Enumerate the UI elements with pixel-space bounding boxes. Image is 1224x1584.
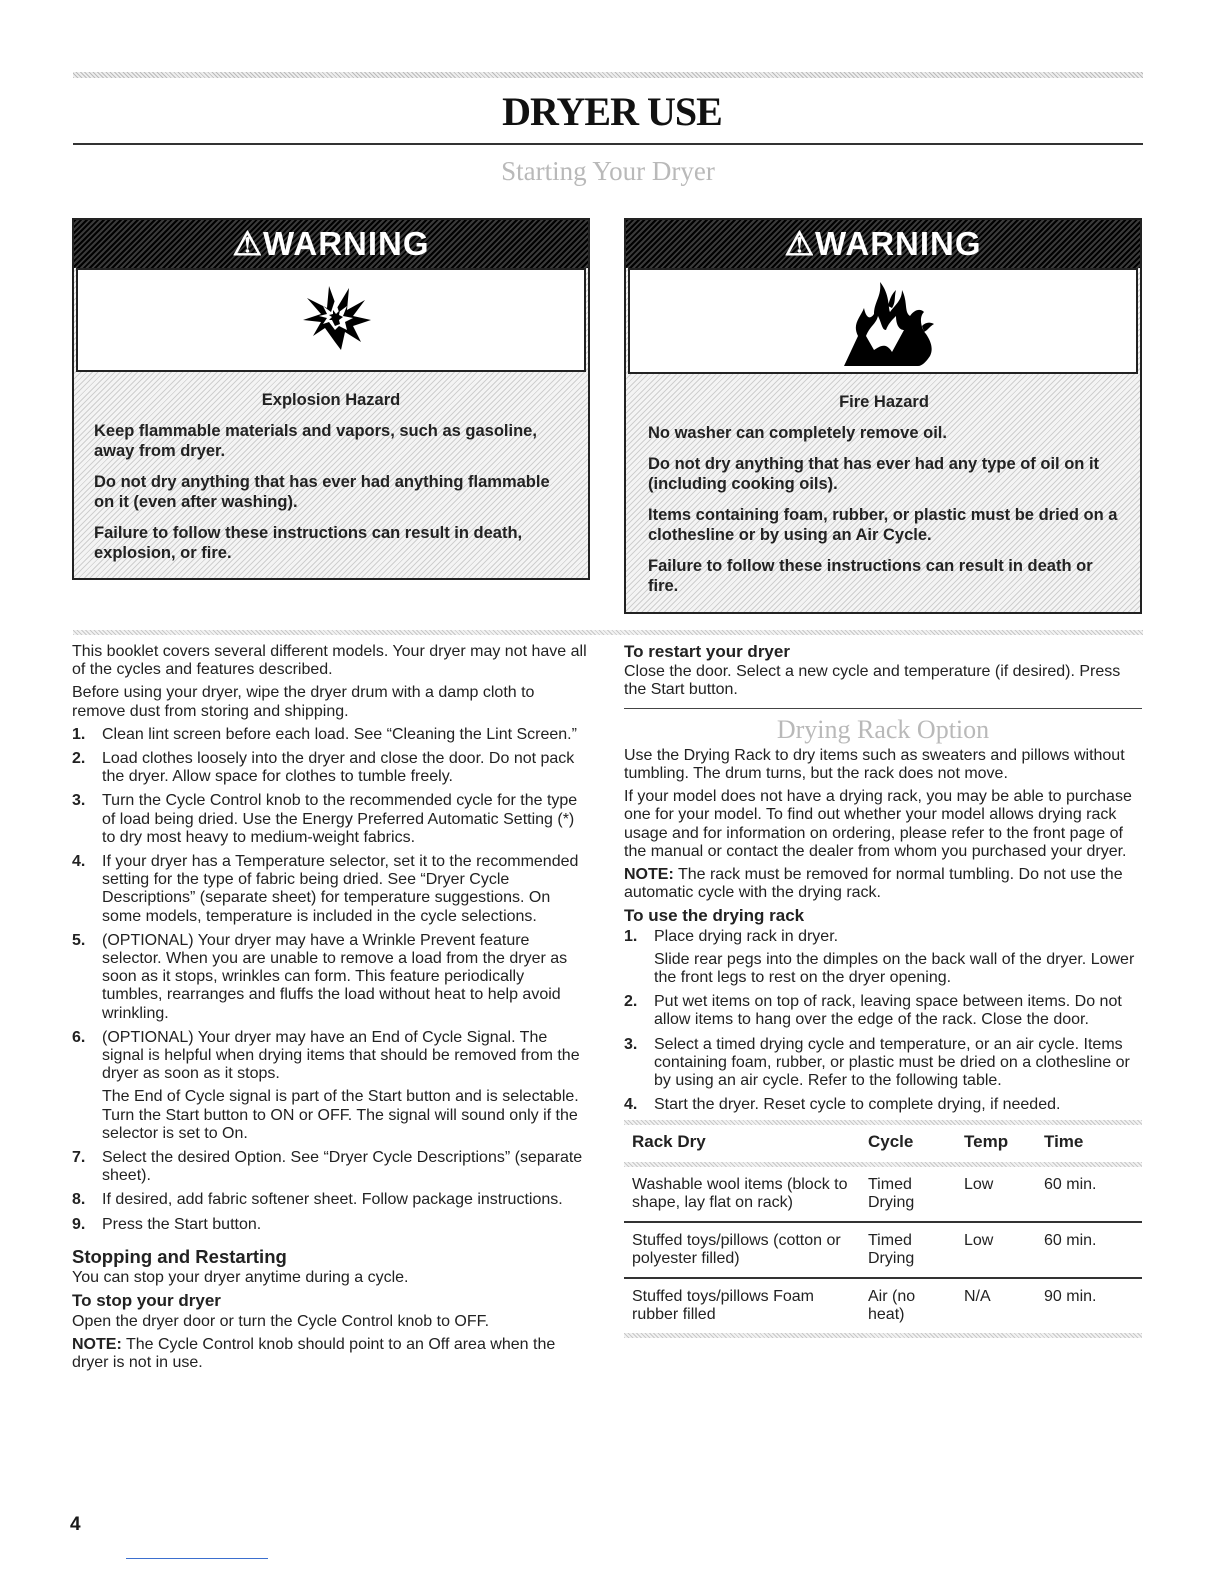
restart-rule (624, 708, 1142, 709)
warning-line: No washer can completely remove oil. (648, 424, 947, 442)
step-number: 2. (624, 993, 638, 1011)
step-number: 5. (72, 931, 86, 949)
table-cell: Low (956, 1222, 1036, 1278)
table-cell: Air (no heat) (868, 1287, 916, 1324)
intro-paragraph: Before using your dryer, wipe the dryer drum with a damp cloth to remove dust from storing and shipping. (72, 684, 535, 720)
explosion-warning-text (94, 390, 568, 574)
step-text: Clean lint screen before each load. See “Cleaning the Lint Screen.” (102, 725, 577, 743)
rack-steps-list (624, 928, 1142, 1115)
restart-text: Close the door. Select a new cycle and temperature (if desired). Press the Start button. (624, 663, 1121, 699)
table-cell: 60 min. (1036, 1222, 1142, 1278)
list-item (72, 1029, 588, 1143)
step-number: 3. (72, 792, 86, 810)
table-cell: Washable wool items (block to shape, lay flat on rack) (624, 1167, 860, 1222)
list-item (72, 750, 588, 786)
list-item (72, 932, 588, 1023)
stop-restart-text: You can stop your dryer anytime during a cycle. (72, 1269, 409, 1287)
step-number: 9. (72, 1215, 86, 1233)
table-bottom-rule (624, 1333, 1142, 1338)
right-column (624, 643, 1142, 1338)
table-cell: 90 min. (1044, 1287, 1097, 1305)
step-text: If desired, add fabric softener sheet. Follow package instructions. (102, 1191, 563, 1209)
warning-line: Failure to follow these instructions can result in death or fire. (648, 557, 1093, 595)
step-text: Select the desired Option. See “Dryer Cycle Descriptions” (separate sheet). (102, 1149, 583, 1185)
list-item (624, 1096, 1142, 1114)
step-number: 1. (624, 927, 638, 945)
table-header-row (624, 1125, 1142, 1162)
left-column (72, 643, 588, 1377)
note-label: NOTE: (624, 866, 674, 884)
section-divider (73, 630, 1143, 635)
step-number: 3. (624, 1035, 638, 1053)
step-number: 6. (72, 1028, 86, 1046)
fire-warning-box (624, 218, 1142, 614)
rack-paragraph: Use the Drying Rack to dry items such as sweaters and pillows without tumbling. The drum turns, but the rack does not move. (624, 746, 1125, 783)
step-number: 2. (72, 750, 86, 768)
list-item (72, 1149, 588, 1185)
list-item (72, 1191, 588, 1209)
footer-line (126, 1558, 268, 1559)
stop-note (72, 1336, 588, 1372)
step-text: Turn the Cycle Control knob to the recommended cycle for the type of load being dried. Use the Energy Preferred Automatic Setting (*) to dry most heavy to medium-weight fabrics. (102, 792, 578, 846)
list-item (72, 726, 588, 744)
warning-header: ⚠WARNING (74, 220, 588, 268)
explosion-icon (295, 280, 375, 360)
table-row (624, 1222, 1142, 1278)
column-header: Rack Dry (632, 1132, 706, 1152)
fire-warning-text (648, 392, 1120, 607)
warning-header: ⚠WARNING (626, 220, 1140, 268)
step-text: Start the dryer. Reset cycle to complete drying, if needed. (654, 1096, 1061, 1114)
hazard-title: Explosion Hazard (261, 391, 401, 409)
rack-dry-table (624, 1125, 1142, 1333)
fire-icon (830, 278, 940, 368)
column-header: Cycle (868, 1132, 914, 1152)
explosion-warning-box (72, 218, 590, 580)
step-text: Put wet items on top of rack, leaving space between items. Do not allow items to hang over the edge of the rack. Close the door. (654, 993, 1122, 1029)
table-row (624, 1167, 1142, 1222)
use-rack-heading: To use the drying rack (624, 906, 805, 926)
step-number: 4. (624, 1096, 638, 1114)
stop-restart-heading: Stopping and Restarting (72, 1245, 287, 1267)
starting-steps-list (72, 726, 588, 1234)
table-cell: Stuffed toys/pillows Foam rubber filled (632, 1287, 815, 1324)
list-item (72, 853, 588, 926)
table-cell: Stuffed toys/pillows (cotton or polyester filled) (624, 1222, 860, 1278)
step-text: Select a timed drying cycle and temperature, or an air cycle. Items containing foam, rubber, or plastic must be dried on a clothesline or by using an air cycle. Refer to the following table. (654, 1035, 1130, 1090)
step-text: Load clothes loosely into the dryer and close the door. Do not pack the dryer. Allow space for clothes to tumble freely. (102, 750, 575, 786)
table-cell: Timed Drying (860, 1167, 956, 1222)
list-item (72, 1216, 588, 1234)
top-hatch-rule (73, 72, 1143, 78)
note-text: The Cycle Control knob should point to an Off area when the dryer is not in use. (72, 1335, 556, 1371)
list-item (624, 1036, 1142, 1091)
stop-heading: To stop your dryer (72, 1291, 221, 1311)
warning-line: Failure to follow these instructions can result in death, explosion, or fire. (94, 524, 523, 562)
step-number: 4. (72, 853, 86, 871)
table-cell: N/A (964, 1287, 991, 1305)
warning-line: Do not dry anything that has ever had anything flammable on it (even after washing). (94, 473, 550, 511)
explosion-image-box (76, 268, 586, 372)
intro-paragraph: This booklet covers several different models. Your dryer may not have all of the cycles and features described. (72, 643, 587, 679)
step-text: If your dryer has a Temperature selector, set it to the recommended setting for the type of fabric being dried. See “Dryer Cycle Descriptions” (separate sheet) for temperature suggestions. On some models, temperature is included in the cycle selections. (102, 853, 579, 925)
hazard-title: Fire Hazard (839, 393, 929, 411)
table-cell: Low (956, 1167, 1036, 1222)
restart-heading: To restart your dryer (624, 642, 790, 661)
fire-image-box (628, 268, 1138, 374)
step-text: Place drying rack in dryer. (654, 927, 839, 945)
page-number: 4 (70, 1514, 81, 1535)
table-row (624, 1278, 1142, 1333)
warning-line: Keep flammable materials and vapors, such as gasoline, away from dryer. (94, 422, 537, 460)
step-number: 8. (72, 1191, 86, 1209)
warning-line: Do not dry anything that has ever had any type of oil on it (including cooking oils). (648, 455, 1100, 493)
step-subtext: Slide rear pegs into the dimples on the back wall of the dryer. Lower the front legs to rest on the dryer opening. (654, 950, 1135, 987)
rack-paragraph: If your model does not have a drying rack, you may be able to purchase one for your model. To find out whether your model allows drying rack usage and for information on ordering, please refer to the front page of the manual or contact the dealer from whom you purchased your dryer. (624, 788, 1132, 860)
step-text: (OPTIONAL) Your dryer may have an End of Cycle Signal. The signal is helpful when drying items that should be removed from the dryer as soon as it stops. (102, 1028, 580, 1083)
table-cell: Timed Drying (860, 1222, 956, 1278)
title-rule (73, 143, 1143, 145)
section-title-drying-rack: Drying Rack Option (776, 714, 990, 744)
column-header: Time (1044, 1132, 1084, 1152)
list-item (72, 792, 588, 847)
column-header: Temp (964, 1132, 1009, 1152)
step-subtext: The End of Cycle signal is part of the Start button and is selectable. Turn the Start button to ON or OFF. The signal will sound only if the selector is set to On. (102, 1088, 579, 1142)
step-text: (OPTIONAL) Your dryer may have a Wrinkle Prevent feature selector. When you are unable to remove a load from the dryer as soon as it stops, wrinkles can form. This feature periodically tumbles, rearranges and fluffs the load without heat to help avoid wrinkling. (102, 931, 568, 1022)
table-cell: 60 min. (1036, 1167, 1142, 1222)
list-item (624, 928, 1142, 988)
warning-line: Items containing foam, rubber, or plastic must be dried on a clothesline or by using an Air Cycle. (648, 506, 1118, 544)
section-title-starting: Starting Your Dryer (501, 156, 715, 186)
note-label: NOTE: (72, 1335, 122, 1353)
stop-text: Open the dryer door or turn the Cycle Control knob to OFF. (72, 1312, 490, 1330)
step-text: Press the Start button. (102, 1215, 262, 1233)
rack-note (624, 866, 1142, 902)
list-item (624, 993, 1142, 1029)
note-text: The rack must be removed for normal tumbling. Do not use the automatic cycle with the drying rack. (624, 866, 1123, 902)
step-number: 7. (72, 1149, 86, 1167)
step-number: 1. (72, 725, 86, 743)
page-title: DRYER USE (502, 89, 722, 134)
